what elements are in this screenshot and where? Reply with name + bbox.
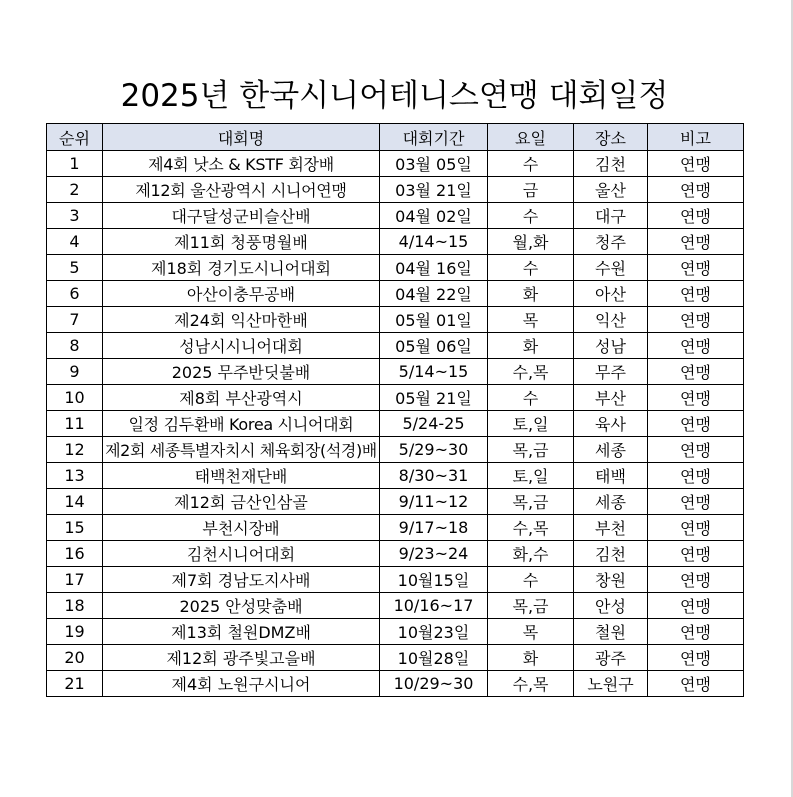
- cell-note: 연맹: [648, 203, 744, 229]
- cell-name: 2025 무주반딧불배: [103, 359, 380, 385]
- cell-day: 화,수: [488, 541, 574, 567]
- cell-day: 수: [488, 567, 574, 593]
- cell-venue: 성남: [574, 333, 648, 359]
- cell-rank: 15: [47, 515, 103, 541]
- cell-name: 아산이충무공배: [103, 281, 380, 307]
- schedule-table: [46, 123, 744, 697]
- cell-venue: 철원: [574, 619, 648, 645]
- header-name: 대회명: [103, 124, 380, 151]
- table-row: [47, 307, 744, 333]
- cell-period: 04월 02일: [380, 203, 488, 229]
- header-venue: 장소: [574, 124, 648, 151]
- cell-rank: 9: [47, 359, 103, 385]
- header-rank: 순위: [47, 124, 103, 151]
- table-row: [47, 255, 744, 281]
- cell-note: 연맹: [648, 229, 744, 255]
- cell-day: 목,금: [488, 489, 574, 515]
- cell-venue: 육사: [574, 411, 648, 437]
- cell-day: 수: [488, 385, 574, 411]
- cell-name: 제13회 철원DMZ배: [103, 619, 380, 645]
- table-row: [47, 619, 744, 645]
- cell-name: 일정 김두환배 Korea 시니어대회: [103, 411, 380, 437]
- cell-period: 9/23~24: [380, 541, 488, 567]
- cell-venue: 수원: [574, 255, 648, 281]
- table-row: [47, 593, 744, 619]
- cell-name: 김천시니어대회: [103, 541, 380, 567]
- cell-rank: 3: [47, 203, 103, 229]
- cell-day: 화: [488, 281, 574, 307]
- cell-name: 부천시장배: [103, 515, 380, 541]
- table-row: [47, 515, 744, 541]
- cell-name: 제12회 울산광역시 시니어연맹: [103, 177, 380, 203]
- cell-note: 연맹: [648, 151, 744, 177]
- page-title: 2025년 한국시니어테니스연맹 대회일정: [120, 78, 669, 114]
- table-row: [47, 385, 744, 411]
- cell-note: 연맹: [648, 437, 744, 463]
- cell-day: 토,일: [488, 411, 574, 437]
- cell-name: 제11회 청풍명월배: [103, 229, 380, 255]
- cell-day: 목: [488, 307, 574, 333]
- table-row: [47, 645, 744, 671]
- cell-rank: 4: [47, 229, 103, 255]
- table-row: [47, 411, 744, 437]
- cell-note: 연맹: [648, 411, 744, 437]
- cell-note: 연맹: [648, 281, 744, 307]
- table-row: [47, 463, 744, 489]
- cell-period: 5/24-25: [380, 411, 488, 437]
- cell-day: 목: [488, 619, 574, 645]
- cell-period: 8/30~31: [380, 463, 488, 489]
- cell-day: 수,목: [488, 671, 574, 697]
- cell-day: 수: [488, 151, 574, 177]
- cell-rank: 21: [47, 671, 103, 697]
- cell-note: 연맹: [648, 645, 744, 671]
- cell-day: 금: [488, 177, 574, 203]
- cell-period: 04월 22일: [380, 281, 488, 307]
- table-row: [47, 489, 744, 515]
- table-row: [47, 567, 744, 593]
- table-row: [47, 177, 744, 203]
- cell-rank: 10: [47, 385, 103, 411]
- cell-rank: 2: [47, 177, 103, 203]
- cell-day: 화: [488, 333, 574, 359]
- cell-rank: 19: [47, 619, 103, 645]
- cell-venue: 세종: [574, 489, 648, 515]
- cell-period: 10월23일: [380, 619, 488, 645]
- cell-period: 10월28일: [380, 645, 488, 671]
- cell-name: 제8회 부산광역시: [103, 385, 380, 411]
- cell-rank: 17: [47, 567, 103, 593]
- cell-note: 연맹: [648, 463, 744, 489]
- cell-day: 토,일: [488, 463, 574, 489]
- cell-day: 목,금: [488, 593, 574, 619]
- header-period: 대회기간: [380, 124, 488, 151]
- cell-period: 10/16~17: [380, 593, 488, 619]
- cell-venue: 아산: [574, 281, 648, 307]
- cell-period: 03월 05일: [380, 151, 488, 177]
- table-row: [47, 437, 744, 463]
- cell-name: 대구달성군비슬산배: [103, 203, 380, 229]
- cell-venue: 창원: [574, 567, 648, 593]
- cell-name: 제7회 경남도지사배: [103, 567, 380, 593]
- cell-period: 05월 06일: [380, 333, 488, 359]
- cell-venue: 안성: [574, 593, 648, 619]
- cell-day: 수: [488, 255, 574, 281]
- cell-note: 연맹: [648, 671, 744, 697]
- table-row: [47, 541, 744, 567]
- cell-venue: 대구: [574, 203, 648, 229]
- cell-period: 9/11~12: [380, 489, 488, 515]
- cell-period: 10월15일: [380, 567, 488, 593]
- table-row: [47, 203, 744, 229]
- cell-note: 연맹: [648, 515, 744, 541]
- cell-period: 4/14~15: [380, 229, 488, 255]
- table-row: [47, 281, 744, 307]
- cell-period: 10/29~30: [380, 671, 488, 697]
- cell-venue: 부산: [574, 385, 648, 411]
- cell-name: 2025 안성맞춤배: [103, 593, 380, 619]
- cell-day: 수,목: [488, 515, 574, 541]
- cell-day: 수,목: [488, 359, 574, 385]
- cell-rank: 12: [47, 437, 103, 463]
- cell-name: 제12회 광주빛고을배: [103, 645, 380, 671]
- cell-note: 연맹: [648, 359, 744, 385]
- cell-venue: 무주: [574, 359, 648, 385]
- cell-rank: 7: [47, 307, 103, 333]
- cell-period: 5/14~15: [380, 359, 488, 385]
- cell-name: 제2회 세종특별자치시 체육회장(석경)배: [103, 437, 380, 463]
- cell-venue: 김천: [574, 151, 648, 177]
- cell-rank: 11: [47, 411, 103, 437]
- cell-name: 제4회 낫소 & KSTF 회장배: [103, 151, 380, 177]
- cell-period: 5/29~30: [380, 437, 488, 463]
- cell-name: 제12회 금산인삼골: [103, 489, 380, 515]
- cell-note: 연맹: [648, 567, 744, 593]
- cell-name: 제18회 경기도시니어대회: [103, 255, 380, 281]
- table-row: [47, 671, 744, 697]
- cell-venue: 울산: [574, 177, 648, 203]
- cell-rank: 13: [47, 463, 103, 489]
- header-row: [47, 124, 744, 151]
- table-row: [47, 333, 744, 359]
- cell-period: 05월 21일: [380, 385, 488, 411]
- header-day: 요일: [488, 124, 574, 151]
- cell-day: 목,금: [488, 437, 574, 463]
- cell-note: 연맹: [648, 307, 744, 333]
- cell-rank: 16: [47, 541, 103, 567]
- cell-rank: 14: [47, 489, 103, 515]
- cell-venue: 광주: [574, 645, 648, 671]
- cell-note: 연맹: [648, 619, 744, 645]
- cell-note: 연맹: [648, 541, 744, 567]
- cell-venue: 김천: [574, 541, 648, 567]
- cell-day: 수: [488, 203, 574, 229]
- cell-note: 연맹: [648, 333, 744, 359]
- cell-period: 05월 01일: [380, 307, 488, 333]
- cell-venue: 청주: [574, 229, 648, 255]
- cell-note: 연맹: [648, 385, 744, 411]
- header-note: 비고: [648, 124, 744, 151]
- cell-rank: 8: [47, 333, 103, 359]
- cell-note: 연맹: [648, 593, 744, 619]
- cell-period: 03월 21일: [380, 177, 488, 203]
- cell-venue: 세종: [574, 437, 648, 463]
- cell-name: 성남시시니어대회: [103, 333, 380, 359]
- cell-rank: 18: [47, 593, 103, 619]
- cell-note: 연맹: [648, 255, 744, 281]
- table-row: [47, 229, 744, 255]
- table-row: [47, 359, 744, 385]
- cell-name: 제4회 노원구시니어: [103, 671, 380, 697]
- cell-name: 태백천재단배: [103, 463, 380, 489]
- cell-rank: 20: [47, 645, 103, 671]
- cell-rank: 6: [47, 281, 103, 307]
- cell-period: 9/17~18: [380, 515, 488, 541]
- cell-rank: 5: [47, 255, 103, 281]
- cell-name: 제24회 익산마한배: [103, 307, 380, 333]
- cell-day: 월,화: [488, 229, 574, 255]
- cell-venue: 노원구: [574, 671, 648, 697]
- schedule-body: [47, 151, 744, 697]
- cell-venue: 태백: [574, 463, 648, 489]
- cell-period: 04월 16일: [380, 255, 488, 281]
- table-row: [47, 151, 744, 177]
- cell-venue: 부천: [574, 515, 648, 541]
- cell-note: 연맹: [648, 177, 744, 203]
- cell-day: 화: [488, 645, 574, 671]
- cell-venue: 익산: [574, 307, 648, 333]
- cell-note: 연맹: [648, 489, 744, 515]
- cell-rank: 1: [47, 151, 103, 177]
